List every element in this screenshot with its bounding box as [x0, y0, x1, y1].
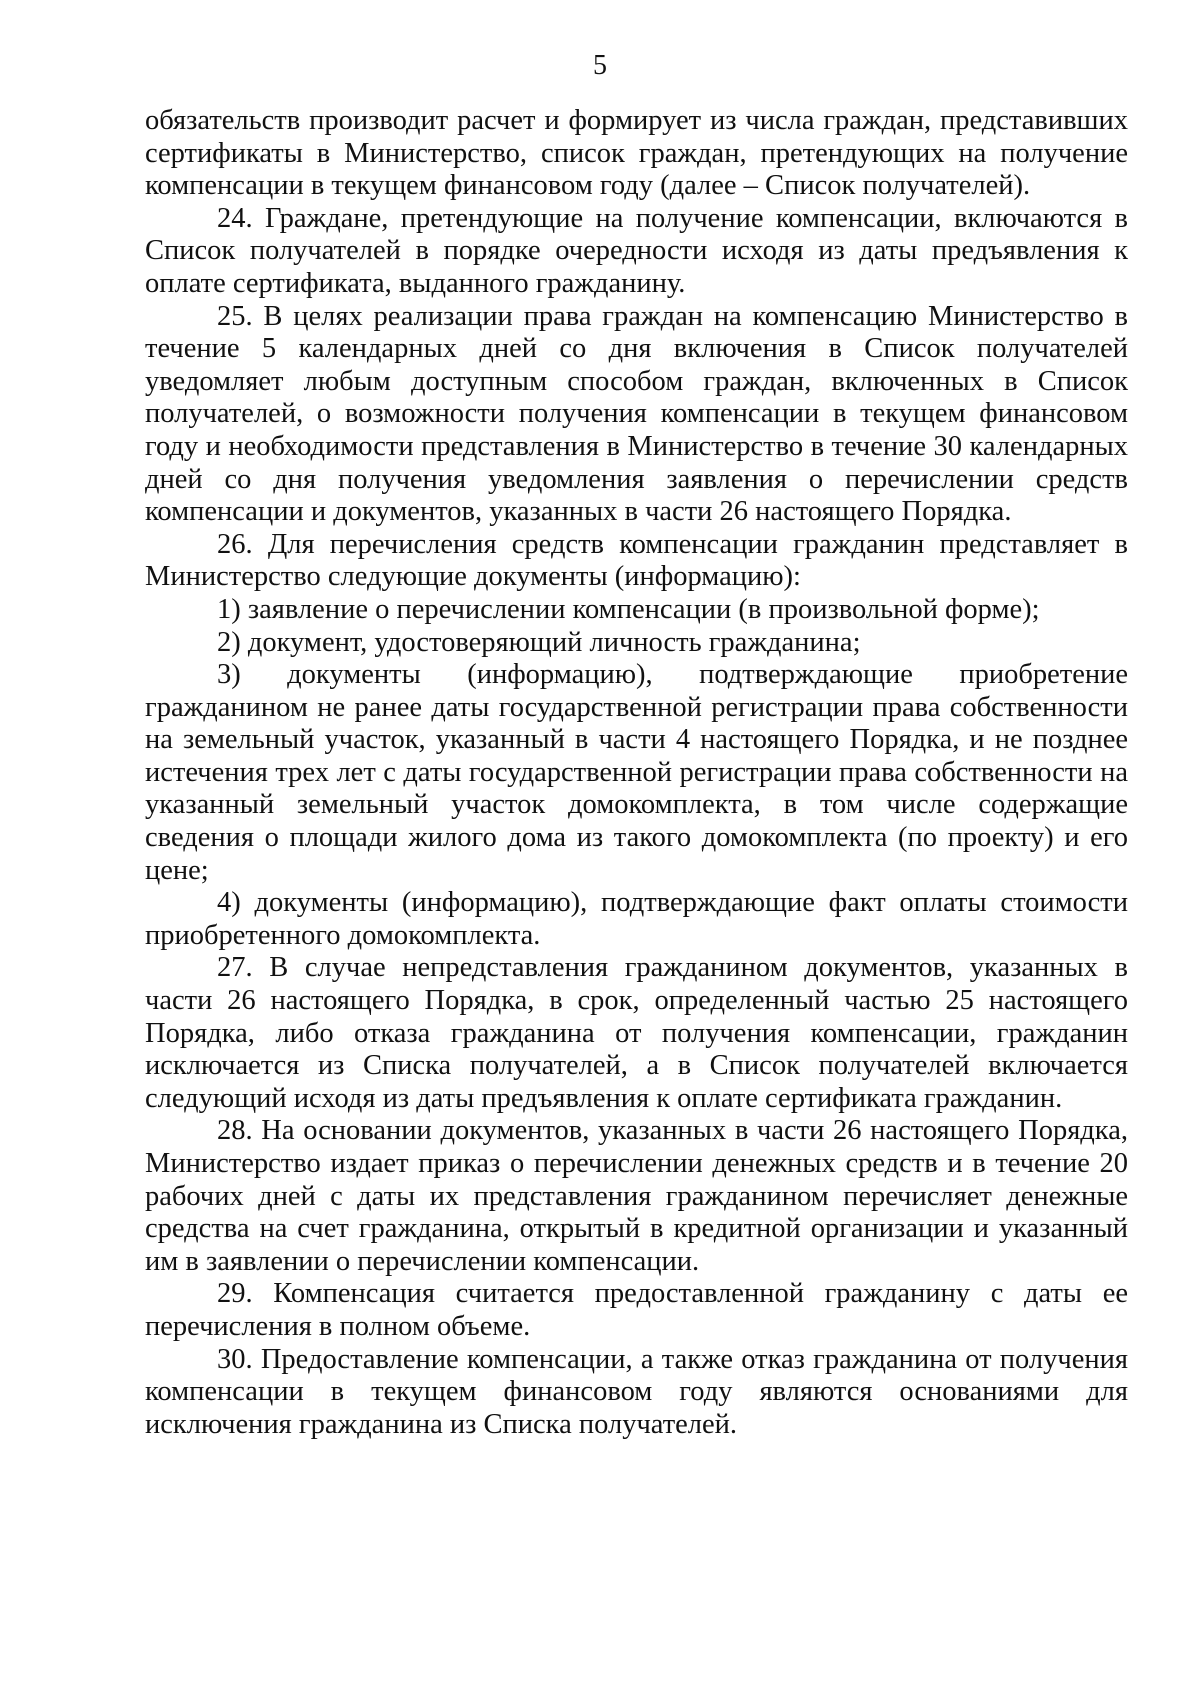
page-number: 5: [593, 50, 607, 81]
paragraph-25: 25. В целях реализации права граждан на компенсацию Министерство в течение 5 календарных дней со дня включения в Список получателей уведомляет любым доступным способом граждан, включенных в Список получателей, о возможности получения компенсации в текущем финансовом году и необходимости представления в Министерство в течение 30 календарных дней со дня получения уведомления заявления о перечислении средств компенсации и документов, указанных в части 26 настоящего Порядка.: [145, 300, 1128, 528]
paragraph-26: 26. Для перечисления средств компенсации гражданин представляет в Министерство следующие документы (информацию):: [145, 528, 1128, 593]
paragraph-30: 30. Предоставление компенсации, а также отказ гражданина от получения компенсации в текущем финансовом году являются основаниями для исключения гражданина из Списка получателей.: [145, 1343, 1128, 1440]
document-body: [145, 105, 1128, 1441]
list-item-26-1: 1) заявление о перечислении компенсации (в произвольной форме);: [217, 593, 1040, 625]
paragraph-28: 28. На основании документов, указанных в части 26 настоящего Порядка, Министерство издает приказ о перечислении денежных средств и в течение 20 рабочих дней с даты их представления гражданином перечисляет денежные средства на счет гражданина, открытый в кредитной организации и указанный им в заявлении о перечислении компенсации.: [145, 1115, 1128, 1277]
paragraph-continuation: обязательств производит расчет и формирует из числа граждан, представивших сертификаты в Министерство, список граждан, претендующих на получение компенсации в текущем финансовом году (далее – Список получателей).: [145, 105, 1128, 202]
list-item-26-4: 4) документы (информацию), подтверждающие факт оплаты стоимости приобретенного домокомплекта.: [145, 887, 1128, 951]
paragraph-24: 24. Граждане, претендующие на получение компенсации, включаются в Список получателей в порядке очередности исходя из даты предъявления к оплате сертификата, выданного гражданину.: [145, 202, 1128, 299]
paragraph-27: 27. В случае непредставления гражданином документов, указанных в части 26 настоящего Порядка, в срок, определенный частью 25 настоящего Порядка, либо отказа гражданина от получения компенсации, гражданин исключается из Списка получателей, а в Список получателей включается следующий исходя из даты предъявления к оплате сертификата гражданин.: [145, 952, 1128, 1114]
paragraph-29: 29. Компенсация считается предоставленной гражданину с даты ее перечисления в полном объеме.: [145, 1278, 1128, 1342]
list-item-26-3: 3) документы (информацию), подтверждающие приобретение гражданином не ранее даты государственной регистрации права собственности на земельный участок, указанный в части 4 настоящего Порядка, и не позднее истечения трех лет с даты государственной регистрации права собственности на указанный земельный участок домокомплекта, в том числе содержащие сведения о площади жилого дома из такого домокомплекта (по проекту) и его цене;: [145, 659, 1128, 886]
list-item-26-2: 2) документ, удостоверяющий личность гражданина;: [217, 626, 861, 658]
